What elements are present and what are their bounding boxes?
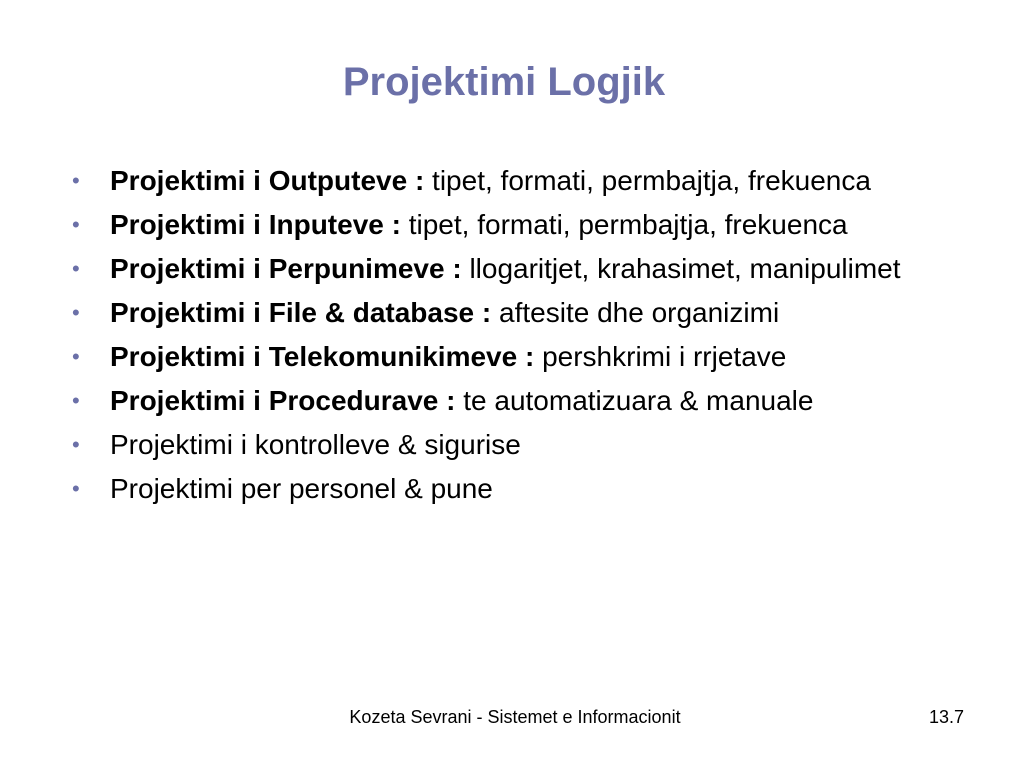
bullet-heading: Projektimi i Outputeve : xyxy=(110,165,425,196)
bullet-icon: • xyxy=(72,432,80,457)
bullet-item xyxy=(72,164,992,198)
bullet-item xyxy=(72,208,992,242)
bullet-heading: Projektimi i Perpunimeve : xyxy=(110,253,462,284)
bullet-text: llogaritjet, krahasimet, manipulimet xyxy=(461,253,901,284)
bullet-item xyxy=(72,428,992,462)
bullet-text: aftesite dhe organizimi xyxy=(491,297,780,328)
bullet-heading: Projektimi i Telekomunikimeve : xyxy=(110,341,535,372)
bullet-icon: • xyxy=(72,212,80,237)
bullet-icon: • xyxy=(72,388,80,413)
bullet-heading: Projektimi i File & database : xyxy=(110,297,492,328)
bullet-icon: • xyxy=(72,256,80,281)
bullet-text: te automatizuara & manuale xyxy=(455,385,814,416)
bullet-text: pershkrimi i rrjetave xyxy=(534,341,787,372)
bullet-heading: Projektimi i Procedurave : xyxy=(110,385,456,416)
bullet-item xyxy=(72,472,992,506)
bullet-item xyxy=(72,252,992,286)
bullet-text: tipet, formati, permbajtja, frekuenca xyxy=(424,165,871,196)
slide-number: 13.7 xyxy=(928,707,964,727)
bullet-text: tipet, formati, permbajtja, frekuenca xyxy=(400,209,848,240)
bullet-icon: • xyxy=(72,300,80,325)
slide-title: Projektimi Logjik xyxy=(342,60,666,104)
bullet-icon: • xyxy=(72,476,80,501)
bullet-item xyxy=(72,296,992,330)
bullet-text: Projektimi i kontrolleve & sigurise xyxy=(110,429,521,460)
footer-author: Kozeta Sevrani - Sistemet e Informacionit xyxy=(349,707,681,727)
bullet-icon: • xyxy=(72,344,80,369)
bullet-text: Projektimi per personel & pune xyxy=(110,473,493,504)
bullet-item xyxy=(72,340,992,374)
bullet-list xyxy=(72,164,992,516)
bullet-item xyxy=(72,384,992,418)
bullet-icon: • xyxy=(72,168,80,193)
bullet-heading: Projektimi i Inputeve : xyxy=(110,209,401,240)
